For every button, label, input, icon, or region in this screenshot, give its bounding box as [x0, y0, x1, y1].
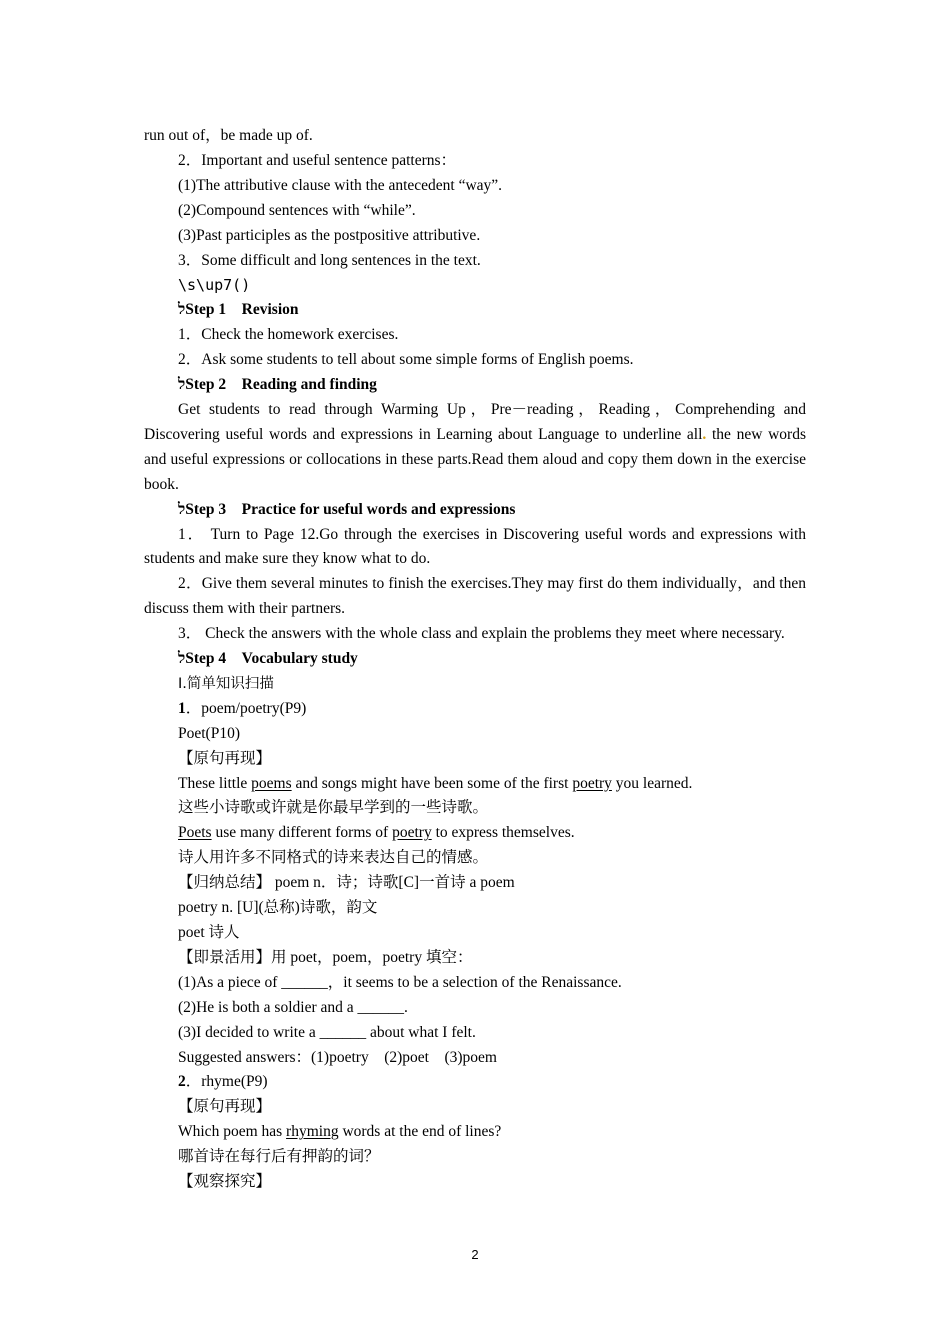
paragraph: Get students to read through Warming Up，Pre－reading，Reading，Comprehending and Discovering useful words and expressions in Learning about Language to underline all. the new words and useful expressions or collocations in these parts.Read them aloud and copy them down in the exercise book. [144, 400, 806, 493]
translation: 这些小诗歌或许就是你最早学到的一些诗歌。 [178, 799, 489, 817]
text-line: 1．Check the homework exercises. [178, 326, 399, 344]
step-marker-icon: ל [178, 650, 186, 668]
label-line: 【原句再现】 [178, 1098, 272, 1116]
summary-line: poet 诗人 [178, 924, 240, 941]
summary-line: 【归纳总结】 poem n．诗；诗歌[C]一首诗 a poem [178, 874, 515, 892]
paragraph: 2．Give them several minutes to finish the exercises.They may first do them individually，and then discuss them with their partners. [144, 575, 806, 618]
step-marker-icon: ל [178, 301, 186, 319]
text-line: 2．Important and useful sentence patterns： [178, 151, 457, 169]
document-body [144, 124, 806, 1195]
translation: 诗人用许多不同格式的诗来表达自己的情感。 [178, 849, 489, 867]
section-subheading: Ⅰ.简单知识扫描 [178, 675, 274, 692]
step-heading: לStep 2 Reading and finding [178, 376, 377, 394]
field-code-text: \s\up7() [178, 276, 251, 295]
label-line: 【原句再现】 [178, 749, 272, 767]
exercise-question: (3)I decided to write a ______ about what I felt. [178, 1023, 476, 1041]
text-line: (1)The attributive clause with the antecedent “way”. [178, 176, 503, 194]
step-heading: לStep 3 Practice for useful words and expressions [178, 500, 516, 518]
vocab-item: 2．rhyme(P9) [178, 1073, 268, 1091]
label-line: 【观察探究】 [178, 1173, 272, 1191]
text-line: Poet(P10) [178, 724, 240, 742]
example-sentence: Which poem has rhyming words at the end of lines? [178, 1123, 502, 1141]
page-number: 2 [471, 1247, 479, 1262]
step-heading: לStep 4 Vocabulary study [178, 650, 358, 668]
text-line: (3)Past participles as the postpositive attributive. [178, 226, 481, 244]
text-line: 2．Ask some students to tell about some simple forms of English poems. [178, 351, 634, 369]
exercise-question: (1)As a piece of ______，it seems to be a selection of the Renaissance. [178, 973, 622, 991]
step-marker-icon: ל [178, 500, 186, 518]
example-sentence: These little poems and songs might have been some of the first poetry you learned. [178, 774, 693, 792]
text-line: run out of，be made up of. [144, 127, 313, 144]
step-heading: לStep 1 Revision [178, 301, 299, 319]
paragraph: 3． Check the answers with the whole class and explain the problems they meet where necessary. [178, 625, 785, 643]
step-marker-icon: ל [178, 376, 186, 394]
label-line: 【即景活用】用 poet，poem，poetry 填空： [178, 948, 473, 966]
summary-line: poetry n. [U](总称)诗歌，韵文 [178, 899, 378, 917]
translation: 哪首诗在每行后有押韵的词？ [178, 1148, 380, 1166]
text-line: (2)Compound sentences with “while”. [178, 201, 416, 219]
vocab-item: 1．poem/poetry(P9) [178, 699, 307, 717]
paragraph: 1． Turn to Page 12.Go through the exercises in Discovering useful words and expressions with students and make sure they know what to do. [144, 525, 806, 568]
exercise-question: (2)He is both a soldier and a ______. [178, 998, 408, 1016]
answers-line: Suggested answers：(1)poetry (2)poet (3)poem [178, 1048, 497, 1066]
highlight-dot: . [702, 425, 707, 443]
example-sentence: Poets use many different forms of poetry to express themselves. [178, 824, 575, 842]
text-line: 3．Some difficult and long sentences in the text. [178, 251, 481, 269]
